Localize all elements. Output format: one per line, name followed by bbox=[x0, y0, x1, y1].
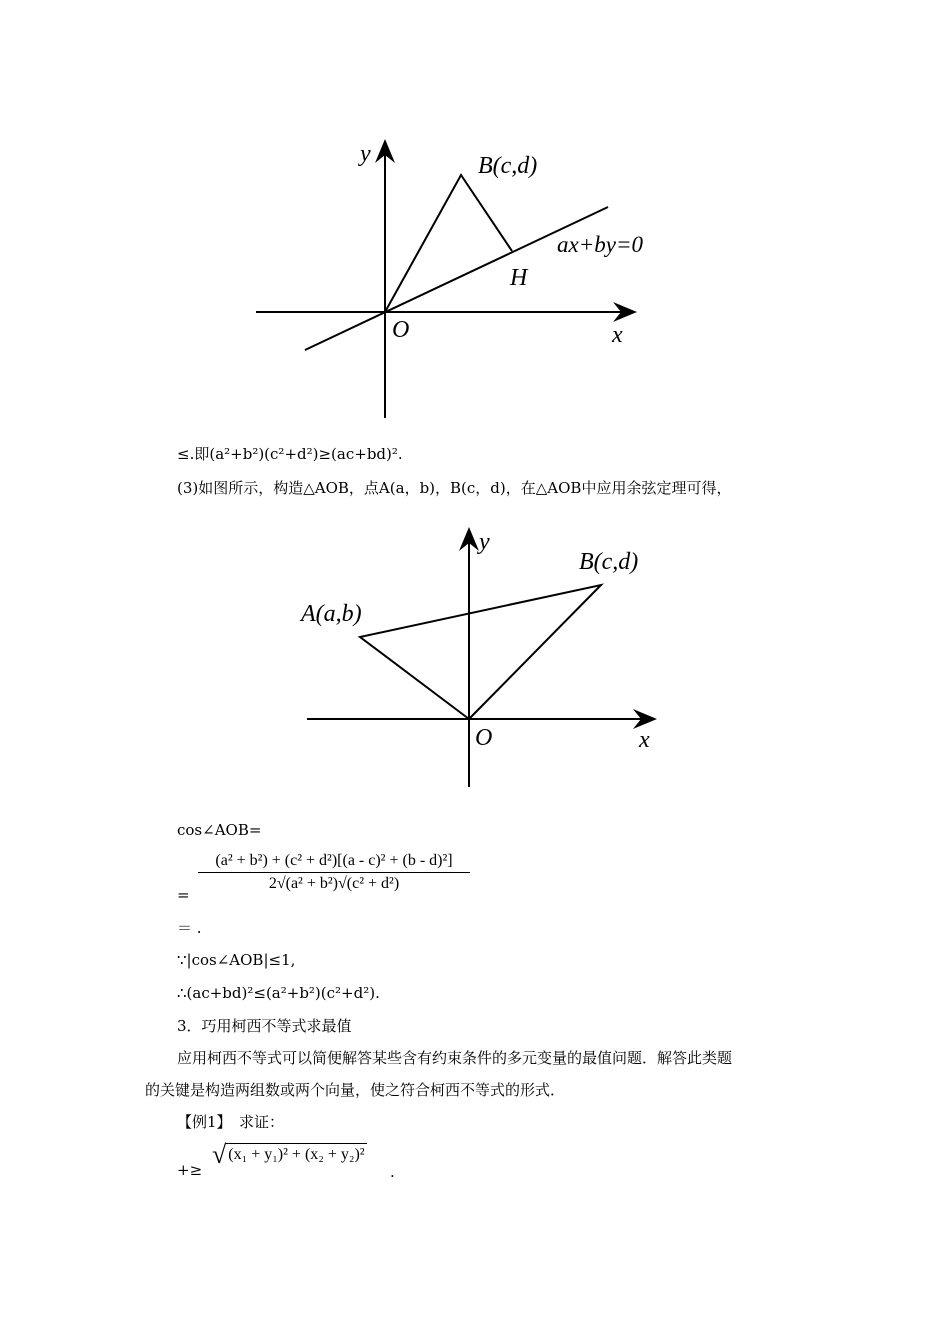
section-para-line-2: 的关键是构造两组数或两个向量，使之符合柯西不等式的形式． bbox=[145, 1081, 566, 1099]
fig1-point-b-label: B(c,d) bbox=[478, 153, 538, 179]
fig1-x-label: x bbox=[612, 322, 623, 348]
inequality-prefix: +≥ bbox=[177, 1161, 203, 1179]
fig1-origin-label: O bbox=[392, 317, 410, 343]
fraction-numerator: (a² + b²) + (c² + d²)[(a - c)² + (b - d)²] bbox=[215, 852, 453, 869]
triangle-obh bbox=[385, 175, 512, 312]
fig2-point-b-label: B(c,d) bbox=[579, 549, 639, 575]
example-label: 【例1】 求证： bbox=[177, 1113, 285, 1131]
figure-1-line-projection bbox=[250, 135, 670, 425]
inequality-root bbox=[212, 1140, 367, 1170]
fig1-line-label: ax+by=0 bbox=[557, 232, 643, 257]
inequality-suffix: . bbox=[390, 1163, 395, 1181]
line-ax-by-0 bbox=[305, 207, 608, 350]
fig2-y-label: y bbox=[479, 529, 490, 555]
therefore-line: ∴(ac+bd)²≤(a²+b²)(c²+d²). bbox=[177, 984, 380, 1002]
since-line: ∵|cos∠AOB|≤1, bbox=[177, 951, 296, 969]
figure-2-triangle-aob bbox=[295, 525, 665, 795]
radicand: (x₁ + y₁)² + (x₂ + y₂)² bbox=[226, 1143, 366, 1163]
fig2-origin-label: O bbox=[475, 725, 493, 751]
fraction-bar bbox=[198, 872, 470, 873]
text-line-2: (3)如图所示，构造△AOB，点A(a，b)，B(c，d)，在△AOB中应用余弦定理可得， bbox=[177, 479, 732, 497]
fig2-point-a-label: A(a,b) bbox=[301, 601, 362, 627]
fig1-y-label: y bbox=[360, 141, 371, 167]
fig2-x-label: x bbox=[639, 727, 650, 753]
text-line-1: ≤.即(a²+b²)(c²+d²)≥(ac+bd)². bbox=[177, 445, 403, 463]
radical-sign: √ bbox=[212, 1140, 227, 1169]
cos-label: cos∠AOB= bbox=[177, 821, 262, 839]
fig1-point-h-label: H bbox=[510, 265, 528, 291]
eq1-prefix: = bbox=[177, 886, 190, 904]
eq2: ＝ . bbox=[177, 919, 202, 937]
cosine-fraction bbox=[198, 852, 470, 893]
section-heading: 3．巧用柯西不等式求最值 bbox=[177, 1017, 352, 1035]
triangle-aob bbox=[360, 585, 601, 719]
fraction-denominator: 2√(a² + b²)√(c² + d²) bbox=[268, 875, 400, 892]
section-para-line-1: 应用柯西不等式可以简便解答某些含有约束条件的多元变量的最值问题．解答此类题 bbox=[177, 1049, 733, 1067]
